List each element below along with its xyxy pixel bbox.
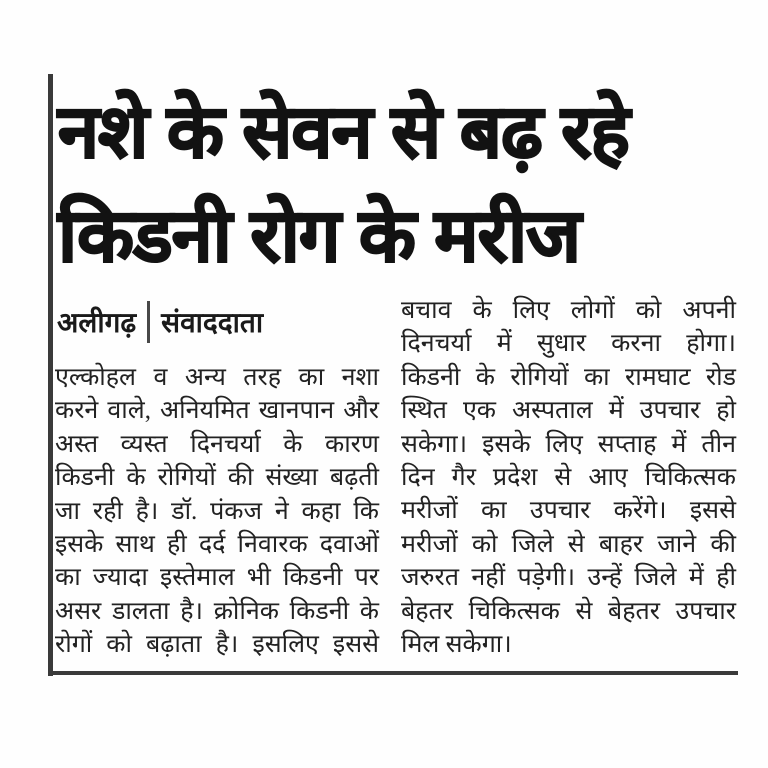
body-text-line: जरुरत नहीं पड़ेगी। उन्हें जिले में ही bbox=[401, 564, 736, 592]
body-text-line: जा रही है। डॉ. पंकज ने कहा कि bbox=[55, 497, 379, 525]
article-headline bbox=[58, 80, 720, 288]
body-text-line: दिनचर्या में सुधार करना होगा। bbox=[401, 330, 736, 358]
body-text-line: करने वाले, अनियमित खानपान और bbox=[55, 397, 379, 425]
body-text-line: सकेगा। इसके लिए सप्ताह में तीन bbox=[401, 430, 736, 458]
body-text-line: किडनी के रोगियों का रामघाट रोड bbox=[401, 363, 736, 391]
bottom-horizontal-rule bbox=[48, 671, 738, 675]
body-column-right bbox=[401, 294, 736, 661]
body-text-line: एल्कोहल व अन्य तरह का नशा bbox=[55, 364, 379, 391]
headline-line-1: नशे के सेवन से बढ़ रहे bbox=[58, 90, 629, 173]
body-text-line: असर डालता है। क्रोनिक किडनी के bbox=[55, 597, 379, 625]
byline-author: संवाददाता bbox=[161, 307, 264, 338]
byline-location: अलीगढ़ bbox=[57, 307, 137, 338]
body-text-line: दिन गैर प्रदेश से आए चिकित्सक bbox=[401, 464, 736, 492]
body-text-line: मरीजों को जिले से बाहर जाने की bbox=[401, 530, 736, 558]
body-text-line: बचाव के लिए लोगों को अपनी bbox=[401, 297, 736, 324]
body-column-left bbox=[55, 361, 379, 662]
body-text-line: मरीजों का उपचार करेंगे। इससे bbox=[401, 497, 736, 525]
body-text-line: स्थित एक अस्पताल में उपचार हो bbox=[401, 397, 736, 425]
headline-line-2: किडनी रोग के मरीज bbox=[58, 194, 581, 277]
body-text-line: मिल सकेगा। bbox=[401, 631, 512, 659]
left-vertical-rule bbox=[48, 74, 53, 676]
body-text-line: का ज्यादा इस्तेमाल भी किडनी पर bbox=[55, 564, 379, 592]
body-text-line: बेहतर चिकित्सक से बेहतर उपचार bbox=[401, 597, 736, 625]
body-text-line: अस्त व्यस्त दिनचर्या के कारण bbox=[55, 430, 379, 458]
body-text-line: इसके साथ ही दर्द निवारक दवाओं bbox=[55, 531, 379, 559]
byline-separator-bar bbox=[147, 301, 150, 343]
byline bbox=[57, 301, 263, 343]
body-text-line: किडनी के रोगियों की संख्या बढ़ती bbox=[55, 464, 379, 492]
body-text-line: रोगों को बढ़ाता है। इसलिए इससे bbox=[55, 631, 379, 659]
